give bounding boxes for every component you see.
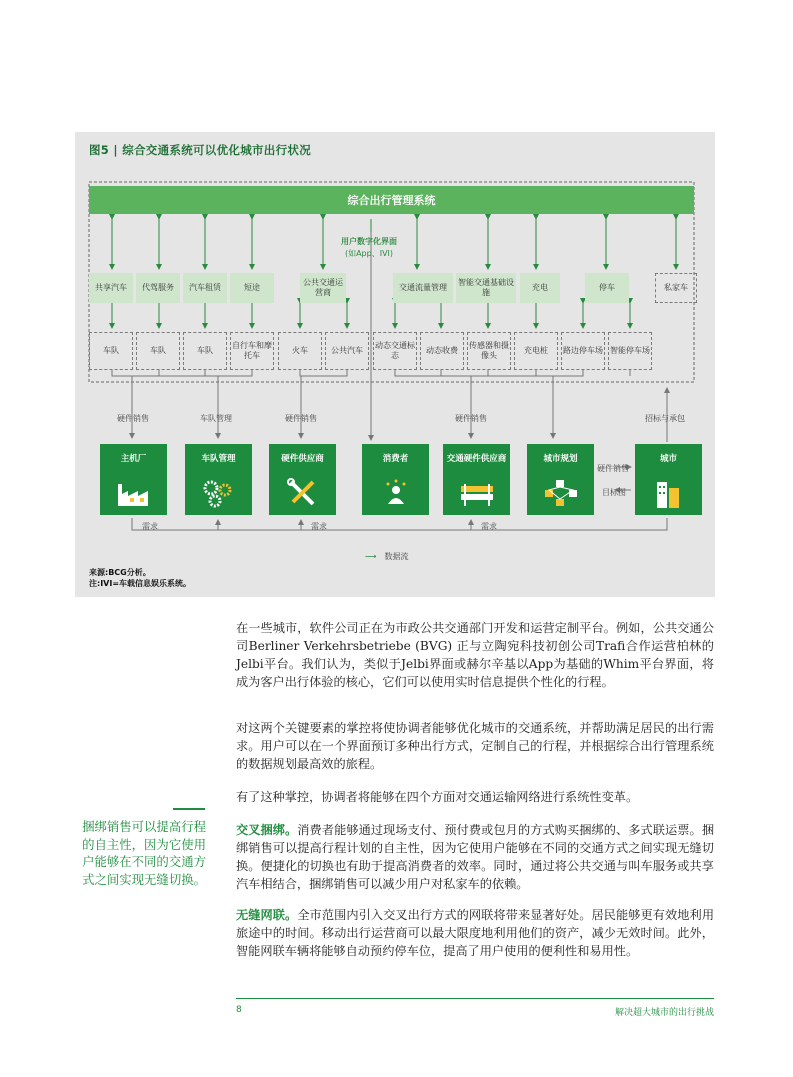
note-line: 注:IVI=车载信息娱乐系统。 <box>89 579 192 588</box>
factory-icon <box>116 478 152 508</box>
seamless-text: 全市范围内引入交叉出行方式的网联将带来显著好处。居民能够更有效地利用旅途中的时间。移动出行运营商可以最大限度地利用他们的资产，减少无效时间。此外，智能网联车辆将能够自动预约停车位，提高了用户使用的便利性和易用性。 <box>236 908 715 958</box>
service-car-sharing: 共享汽车 <box>89 273 133 303</box>
flow-tender: 招标与承包 <box>645 414 685 423</box>
user-digital-interface-label <box>319 236 419 260</box>
flow-hw-sales-city: 硬件销售 <box>597 464 629 473</box>
actor-hardware-supplier <box>269 444 336 515</box>
flow-hw-sales-1: 硬件销售 <box>117 414 149 423</box>
cross-bundling-text: 消费者能够通过现场支付、预付费或包月的方式购买捆绑的、多式联运票。捆绑销售可以提高行程计划的自主性，因为它使用户能够在不同的交通方式之间实现无缝切换。便捷化的切换也有助于提高消费者的效率。同时，通过将公共交通与叫车服务或共享汽车相结合，捆绑销售可以减少用户对私家车的依赖。 <box>236 823 715 891</box>
actor-city-label: 城市 <box>659 454 677 464</box>
actor-traffic-hardware-supplier <box>443 444 510 515</box>
tools-icon <box>285 478 321 508</box>
network-icon <box>543 478 579 508</box>
flow-demand-3: 需求 <box>481 522 497 531</box>
actor-city <box>635 444 702 515</box>
asset-fleet-3: 车队 <box>183 332 227 370</box>
asset-curbside-parking: 路边停车场 <box>561 332 605 370</box>
paragraph-3: 有了这种掌控，协调者将能够在四个方面对交通运输网络进行系统性变革。 <box>236 790 639 804</box>
service-private-car: 私家车 <box>655 273 697 303</box>
service-traffic-management: 交通流量管理 <box>393 273 453 303</box>
asset-bus: 公共汽车 <box>325 332 369 370</box>
legend-arrow-icon: ⟶ <box>365 552 377 561</box>
actor-consumer-label: 消费者 <box>382 454 409 464</box>
gears-icon <box>201 478 237 508</box>
udi-line2: (如App、IVI) <box>344 249 394 258</box>
paragraph-seamless <box>236 906 714 960</box>
actor-city-planning <box>527 444 594 515</box>
service-car-rental: 汽车租赁 <box>183 273 227 303</box>
actor-traffic-hw-label: 交通硬件供应商 <box>446 454 507 464</box>
flow-hw-sales-2: 硬件销售 <box>285 414 317 423</box>
asset-dynamic-tolls: 动态收费 <box>420 332 464 370</box>
diagram-legend <box>365 551 408 562</box>
legend-label: 数据流 <box>384 552 409 561</box>
paragraph-1: 在一些城市，软件公司正在为市政公共交通部门开发和运营定制平台。例如，公共交通公司Berliner Verkehrsbetriebe (BVG) 正与立陶宛科技初创公司Trafi合作运营柏林的Jelbi平台。我们认为，类似于Jelbi界面或赫尔辛基以App为基础的Whim平台界面，将成为客户出行体验的核心，它们可以使用实时信息提供个性化的行程。 <box>236 621 714 689</box>
actor-oem <box>100 444 167 515</box>
figure-source <box>89 567 191 589</box>
paragraph-cross-bundling <box>236 821 714 893</box>
service-chauffeur: 代驾服务 <box>136 273 180 303</box>
cross-bundling-heading: 交叉捆绑。 <box>236 823 298 837</box>
asset-smart-parking: 智能停车场 <box>608 332 652 370</box>
asset-fleet-2: 车队 <box>136 332 180 370</box>
demand-up-arrows <box>218 520 471 530</box>
figure-title: 图5 | 综合交通系统可以优化城市出行状况 <box>89 143 312 157</box>
flow-fleet-management: 车队管理 <box>200 414 232 423</box>
seamless-heading: 无缝网联。 <box>236 908 298 922</box>
actor-city-planning-label: 城市规划 <box>543 454 578 464</box>
flow-demand-2: 需求 <box>311 522 327 531</box>
demand-lines <box>132 518 667 530</box>
consumer-icon <box>378 478 414 508</box>
actor-fleet-label: 车队管理 <box>201 454 236 464</box>
asset-chargers: 充电桩 <box>514 332 558 370</box>
page-number: 8 <box>236 1005 242 1015</box>
footer-title: 解决超大城市的出行挑战 <box>614 1008 714 1018</box>
city-icon <box>651 478 687 510</box>
actor-oem-label: 主机厂 <box>120 454 147 464</box>
barrier-icon <box>457 478 497 508</box>
pullquote-rule <box>173 808 205 810</box>
asset-sensors: 传感器和摄像头 <box>467 332 511 370</box>
asset-fleet-1: 车队 <box>89 332 133 370</box>
footer-rule <box>236 998 714 999</box>
actor-hw-label: 硬件供应商 <box>281 454 324 464</box>
flow-hw-sales-3: 硬件销售 <box>455 414 487 423</box>
flow-demand-1: 需求 <box>142 522 158 531</box>
mobility-management-banner: 综合出行管理系统 <box>89 186 694 214</box>
source-line: 来源:BCG分析。 <box>89 568 151 577</box>
asset-train: 火车 <box>278 332 322 370</box>
service-charging: 充电 <box>520 273 560 303</box>
paragraph-2: 对这两个关键要素的掌控将使协调者能够优化城市的交通系统，并帮助满足居民的出行需求。用户可以在一个界面预订多种出行方式，定制自己的行程，并根据综合出行管理系统的数据规划最高效的旅程。 <box>236 721 714 771</box>
actor-consumer <box>362 444 429 515</box>
service-public-transit: 公共交通运营商 <box>300 273 346 303</box>
mobility-diagram <box>75 132 715 597</box>
hardware-down-arrows <box>132 376 553 438</box>
udi-line1: 用户数字化界面 <box>341 237 397 246</box>
service-smart-infrastructure: 智能交通基础设施 <box>456 273 516 303</box>
flow-target-map: 目标图 <box>602 488 626 497</box>
asset-bikes: 自行车和摩托车 <box>230 332 274 370</box>
pullquote: 捆绑销售可以提高行程的自主性，因为它使用户能够在不同的交通方式之间实现无缝切换。 <box>82 819 206 887</box>
service-short-trip: 短途 <box>230 273 274 303</box>
actor-fleet-management <box>185 444 252 515</box>
service-parking: 停车 <box>585 273 629 303</box>
asset-dynamic-signs: 动态交通标志 <box>373 332 417 370</box>
